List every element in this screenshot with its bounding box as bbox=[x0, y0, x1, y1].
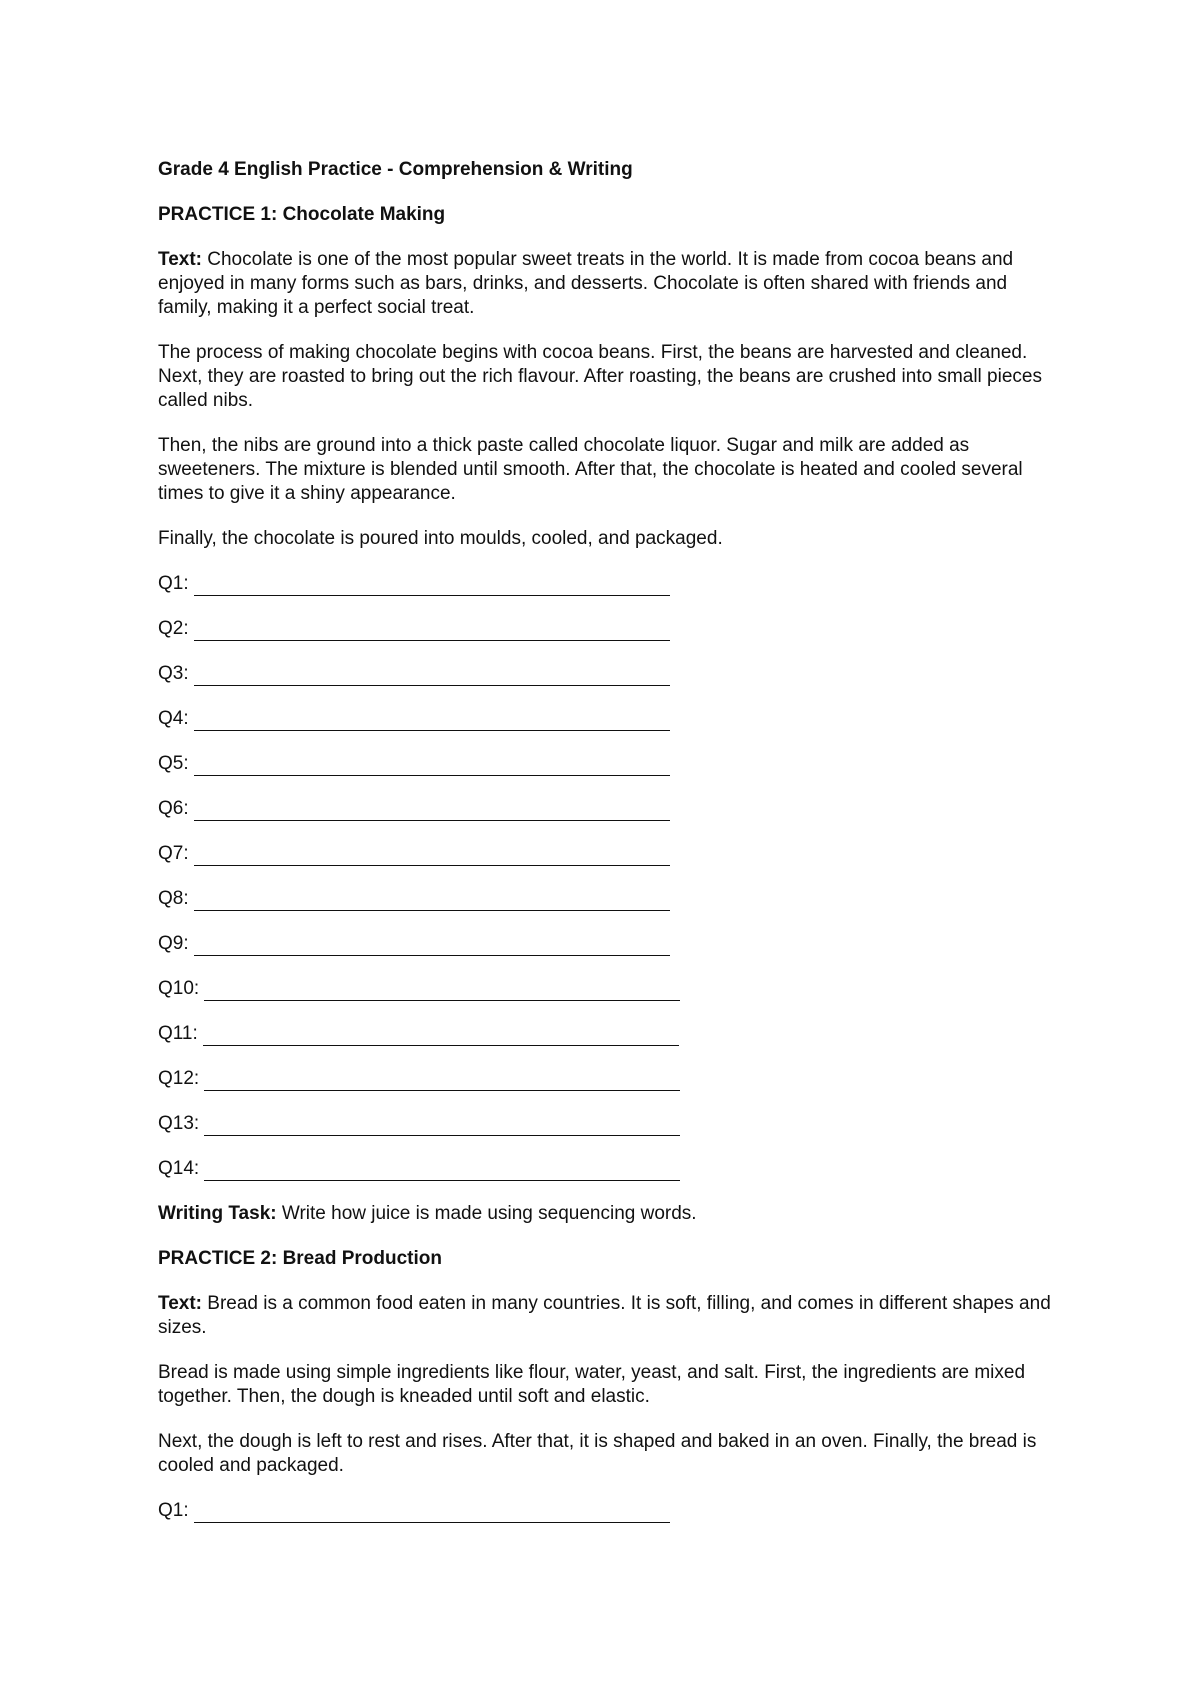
practice-1-intro-paragraph bbox=[158, 248, 1058, 320]
question-label: Q6: bbox=[158, 798, 189, 819]
writing-task-label: Writing Task: bbox=[158, 1203, 277, 1224]
question-line bbox=[158, 1067, 1058, 1091]
question-label: Q3: bbox=[158, 663, 189, 684]
document-page bbox=[158, 158, 1058, 1544]
practice-1-heading: PRACTICE 1: Chocolate Making bbox=[158, 204, 446, 225]
question-label: Q10: bbox=[158, 978, 200, 999]
question-line bbox=[158, 752, 1058, 776]
paragraph-text: Chocolate is one of the most popular sweet treats in the world. It is made from cocoa beans and enjoyed in many forms such as bars, drinks, and desserts. Chocolate is often shared with friends and family, making it a perfect social treat. bbox=[158, 249, 1014, 318]
question-line bbox=[158, 1022, 1058, 1046]
page-title: Grade 4 English Practice - Comprehension & Writing bbox=[158, 159, 633, 180]
practice-2-heading: PRACTICE 2: Bread Production bbox=[158, 1248, 442, 1269]
answer-blank[interactable] bbox=[194, 891, 670, 911]
question-label: Q12: bbox=[158, 1068, 200, 1089]
question-line bbox=[158, 1499, 1058, 1523]
answer-blank[interactable] bbox=[194, 666, 670, 686]
practice-1-paragraph-2: The process of making chocolate begins with cocoa beans. First, the beans are harvested and cleaned. Next, they are roasted to bring out the rich flavour. After roasting, the beans are crushed into small pieces called nibs. bbox=[158, 342, 1042, 411]
question-label: Q4: bbox=[158, 708, 189, 729]
question-label: Q5: bbox=[158, 753, 189, 774]
answer-blank[interactable] bbox=[204, 1116, 680, 1136]
answer-blank[interactable] bbox=[194, 1503, 670, 1523]
question-line bbox=[158, 1157, 1058, 1181]
writing-task bbox=[158, 1202, 1058, 1226]
question-line bbox=[158, 797, 1058, 821]
question-line bbox=[158, 932, 1058, 956]
answer-blank[interactable] bbox=[194, 756, 670, 776]
answer-blank[interactable] bbox=[194, 846, 670, 866]
question-line bbox=[158, 572, 1058, 596]
question-line bbox=[158, 977, 1058, 1001]
practice-1-paragraph-3: Then, the nibs are ground into a thick paste called chocolate liquor. Sugar and milk are added as sweeteners. The mixture is blended until smooth. After that, the chocolate is heated and cooled several times to give it a shiny appearance. bbox=[158, 435, 1023, 504]
question-label: Q11: bbox=[158, 1023, 198, 1044]
text-label: Text: bbox=[158, 1293, 202, 1314]
answer-blank[interactable] bbox=[194, 801, 670, 821]
question-label: Q1: bbox=[158, 1500, 189, 1521]
question-label: Q7: bbox=[158, 843, 189, 864]
practice-2-intro-paragraph bbox=[158, 1292, 1058, 1340]
answer-blank[interactable] bbox=[194, 936, 670, 956]
question-line bbox=[158, 887, 1058, 911]
answer-blank[interactable] bbox=[204, 1161, 680, 1181]
writing-task-text: Write how juice is made using sequencing words. bbox=[281, 1203, 697, 1224]
question-line bbox=[158, 842, 1058, 866]
question-label: Q13: bbox=[158, 1113, 200, 1134]
answer-blank[interactable] bbox=[194, 711, 670, 731]
practice-1-paragraph-4: Finally, the chocolate is poured into moulds, cooled, and packaged. bbox=[158, 528, 723, 549]
answer-blank[interactable] bbox=[194, 576, 670, 596]
question-label: Q9: bbox=[158, 933, 189, 954]
question-label: Q1: bbox=[158, 573, 189, 594]
practice-2-question-list bbox=[158, 1499, 1058, 1523]
text-label: Text: bbox=[158, 249, 202, 270]
question-line bbox=[158, 707, 1058, 731]
question-line bbox=[158, 1112, 1058, 1136]
question-label: Q2: bbox=[158, 618, 189, 639]
question-label: Q8: bbox=[158, 888, 189, 909]
practice-2-paragraph-2: Bread is made using simple ingredients like flour, water, yeast, and salt. First, the ingredients are mixed together. Then, the dough is kneaded until soft and elastic. bbox=[158, 1362, 1026, 1407]
question-label: Q14: bbox=[158, 1158, 200, 1179]
paragraph-text: Bread is a common food eaten in many countries. It is soft, filling, and comes in different shapes and sizes. bbox=[158, 1293, 1051, 1338]
answer-blank[interactable] bbox=[203, 1026, 679, 1046]
question-line bbox=[158, 662, 1058, 686]
question-line bbox=[158, 617, 1058, 641]
practice-2-paragraph-3: Next, the dough is left to rest and rises. After that, it is shaped and baked in an oven. Finally, the bread is cooled and packaged. bbox=[158, 1431, 1037, 1476]
practice-1-question-list bbox=[158, 572, 1058, 1181]
answer-blank[interactable] bbox=[194, 621, 670, 641]
answer-blank[interactable] bbox=[204, 1071, 680, 1091]
answer-blank[interactable] bbox=[204, 981, 680, 1001]
